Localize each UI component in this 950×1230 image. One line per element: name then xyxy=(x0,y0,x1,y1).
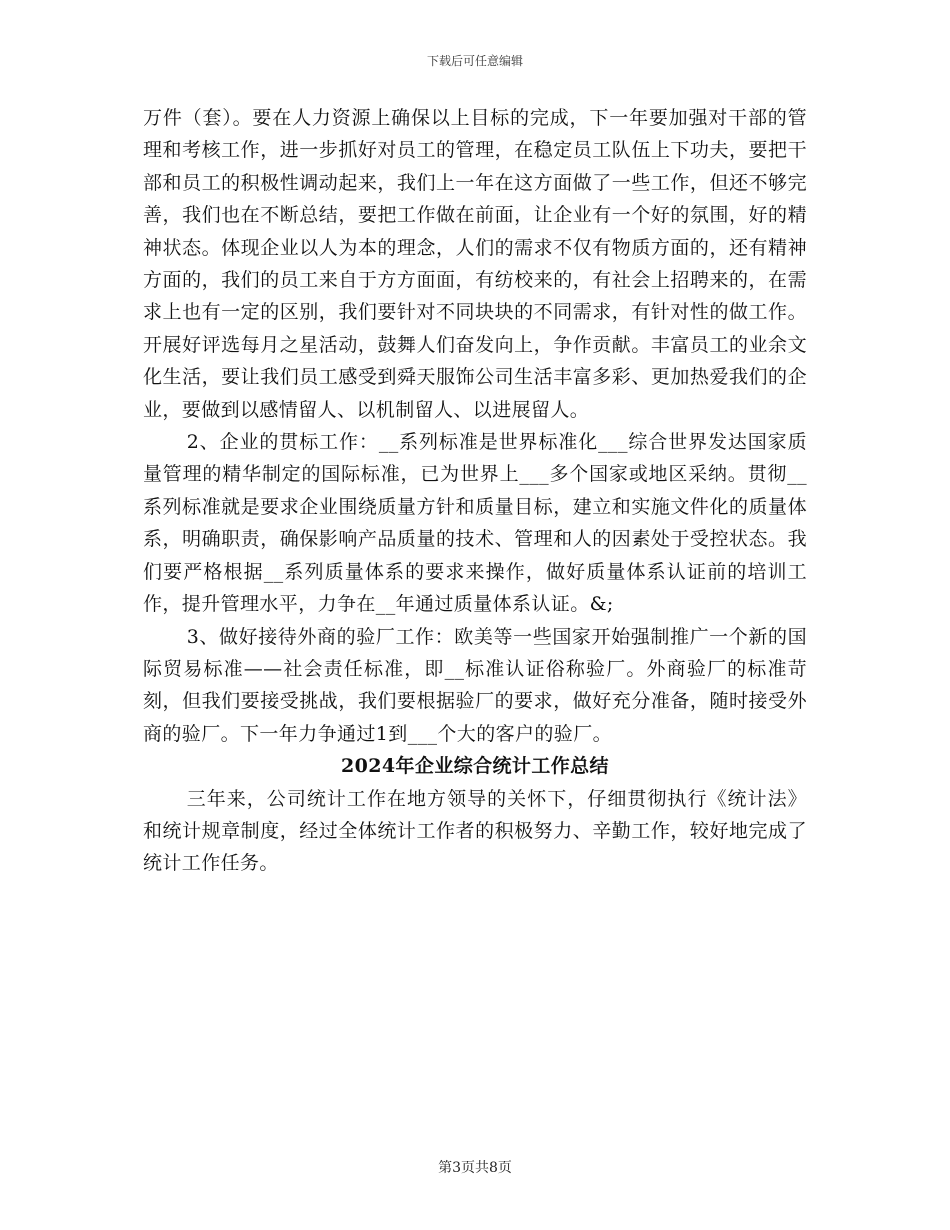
paragraph-statistics-intro: 三年来，公司统计工作在地方领导的关怀下，仔细贯彻执行《统计法》和统计规章制度，经过全体统计工作者的积极努力、辛勤工作，较好地完成了统计工作任务。 xyxy=(143,787,807,875)
document-body xyxy=(143,102,807,880)
paragraph-standards-work: 2、企业的贯标工作：__系列标准是世界标准化___综合世界发达国家质量管理的精华制定的国际标准，已为世界上___多个国家或地区采纳。贯彻__系列标准就是要求企业围绕质量方针和质量目标，建立和实施文件化的质量体系，明确职责，确保影响产品质量的技术、管理和人的因素处于受控状态。我们要严格根据__系列质量体系的要求来操作，做好质量体系认证前的培训工作，提升管理水平，力争在__年通过质量体系认证。&; xyxy=(143,431,807,616)
paragraph-factory-audit: 3、做好接待外商的验厂工作：欧美等一些国家开始强制推广一个新的国际贸易标准——社会责任标准，即__标准认证俗称验厂。外商验厂的标准苛刻，但我们要接受挑战，我们要根据验厂的要求，做好充分准备，随时接受外商的验厂。下一年力争通过1到___个大的客户的验厂。 xyxy=(143,625,807,745)
paragraph-continuation: 万件（套）。要在人力资源上确保以上目标的完成，下一年要加强对干部的管理和考核工作，进一步抓好对员工的管理，在稳定员工队伍上下功夫，要把干部和员工的积极性调动起来，我们上一年在这方面做了一些工作，但还不够完善，我们也在不断总结，要把工作做在前面，让企业有一个好的氛围，好的精神状态。体现企业以人为本的理念，人们的需求不仅有物质方面的，还有精神方面的，我们的员工来自于方方面面，有纺校来的，有社会上招聘来的，在需求上也有一定的区别，我们要针对不同块块的不同需求，有针对性的做工作。开展好评选每月之星活动，鼓舞人们奋发向上，争作贡献。丰富员工的业余文化生活，要让我们员工感受到舜天服饰公司生活丰富多彩、更加热爱我们的企业，要做到以感情留人、以机制留人、以进展留人。 xyxy=(143,107,807,421)
section-title: 2024年企业综合统计工作总结 xyxy=(341,755,609,778)
page-header-note: 下载后可任意编辑 xyxy=(426,54,523,68)
page-number-footer: 第3页共8页 xyxy=(438,1160,512,1176)
